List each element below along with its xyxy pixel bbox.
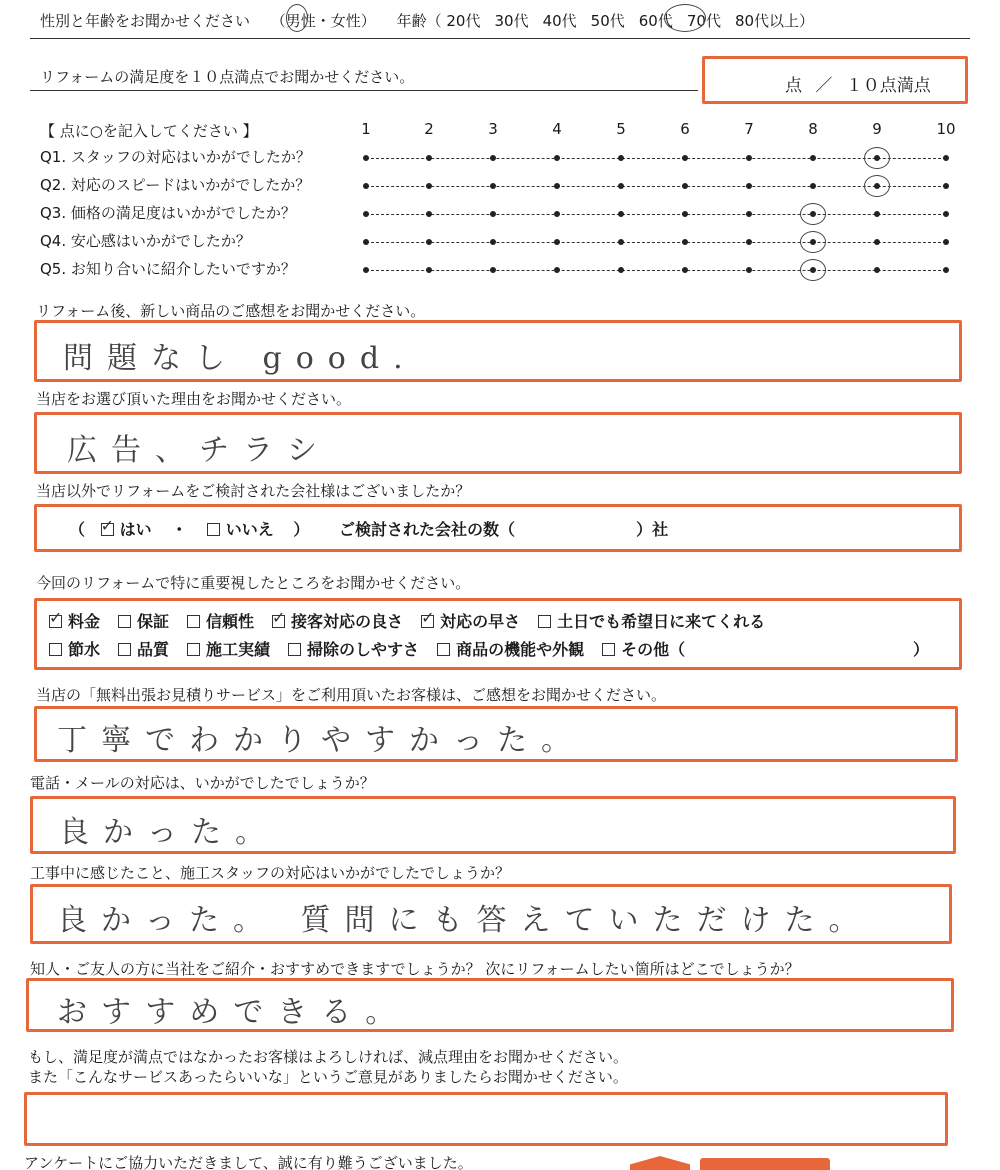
- priority-option[interactable]: [49, 612, 100, 631]
- priorities-row-1: [49, 609, 783, 632]
- age-option[interactable]: 80代以上）: [734, 12, 815, 30]
- rating-dot[interactable]: [490, 239, 496, 245]
- rating-dot[interactable]: [874, 267, 880, 273]
- question-label: Q2. 対応のスピードはいかがでしたか？: [40, 176, 311, 194]
- deduction-label-2: また「こんなサービスあったらいいな」というご意見がありましたらお聞かせください。: [28, 1068, 628, 1086]
- rating-dot[interactable]: [746, 155, 752, 161]
- rating-dot[interactable]: [874, 211, 880, 217]
- scale-number: 4: [552, 120, 562, 138]
- rating-dot[interactable]: [618, 183, 624, 189]
- question-label: Q4. 安心感はいかがでしたか？: [40, 232, 251, 250]
- priority-option[interactable]: [187, 612, 254, 631]
- priority-checkbox[interactable]: [272, 615, 285, 628]
- rating-dot[interactable]: [490, 267, 496, 273]
- impression-label: リフォーム後、新しい商品のご感想をお聞かせください。: [36, 302, 426, 320]
- rating-dot[interactable]: [682, 183, 688, 189]
- rating-dot[interactable]: [874, 239, 880, 245]
- construction-answer: 良かった。 質問にも答えていただけた。: [57, 903, 873, 938]
- rating-dot[interactable]: [490, 211, 496, 217]
- rating-dot[interactable]: [554, 239, 560, 245]
- scale-number: 10: [936, 120, 956, 138]
- rating-dot[interactable]: [746, 239, 752, 245]
- rating-dot[interactable]: [363, 211, 369, 217]
- priorities-box: [34, 598, 962, 670]
- rating-dot[interactable]: [426, 155, 432, 161]
- company-count-label: ご検討された会社の数（: [338, 520, 515, 539]
- age-60-circle: [664, 4, 706, 32]
- priority-checkbox[interactable]: [538, 615, 551, 628]
- rating-dot[interactable]: [554, 155, 560, 161]
- rating-dot[interactable]: [682, 239, 688, 245]
- rating-dot[interactable]: [943, 183, 949, 189]
- priority-label: 接客対応の良さ: [291, 612, 404, 631]
- estimate-service-answer-box[interactable]: [34, 706, 958, 762]
- rating-dot[interactable]: [810, 183, 816, 189]
- age-option[interactable]: 40代: [542, 12, 577, 30]
- rating-dot[interactable]: [363, 239, 369, 245]
- rating-dot[interactable]: [554, 211, 560, 217]
- age-options: [446, 12, 828, 30]
- referral-answer: おすすめできる。: [57, 995, 410, 1030]
- yes-label: はい: [119, 520, 152, 539]
- selected-rating-circle: [800, 231, 826, 253]
- scale-number: 3: [488, 120, 498, 138]
- rating-dot[interactable]: [618, 239, 624, 245]
- no-checkbox[interactable]: [207, 523, 220, 536]
- priority-checkbox[interactable]: [421, 615, 434, 628]
- priority-checkbox[interactable]: [187, 615, 200, 628]
- phone-mail-label: 電話・メールの対応は、いかがでしたでしょうか？: [30, 774, 375, 792]
- selected-rating-circle: [800, 203, 826, 225]
- priority-option[interactable]: [118, 640, 169, 659]
- yes-checkbox[interactable]: [101, 523, 114, 536]
- priority-checkbox[interactable]: [602, 643, 615, 656]
- priority-option[interactable]: [288, 640, 419, 659]
- rating-dot[interactable]: [426, 183, 432, 189]
- rating-dot[interactable]: [682, 267, 688, 273]
- priority-checkbox[interactable]: [49, 615, 62, 628]
- priorities-row-2: [49, 637, 703, 660]
- deduction-label-1: もし、満足度が満点ではなかったお客様はよろしければ、減点理由をお聞かせください。: [28, 1048, 629, 1066]
- rating-dot[interactable]: [426, 211, 432, 217]
- estimate-service-answer: 丁寧でわかりやすかった。: [57, 723, 585, 758]
- rating-dot[interactable]: [554, 183, 560, 189]
- rating-dot[interactable]: [618, 267, 624, 273]
- rating-dot[interactable]: [943, 239, 949, 245]
- age-option[interactable]: 70代: [686, 12, 721, 30]
- construction-label: 工事中に感じたこと、施工スタッフの対応はいかがでしたでしょうか？: [30, 864, 511, 882]
- age-option[interactable]: 60代: [638, 12, 673, 30]
- no-label: いいえ: [225, 520, 274, 539]
- rating-dot[interactable]: [490, 155, 496, 161]
- other-companies-box: [34, 504, 962, 552]
- priority-option[interactable]: [421, 612, 520, 631]
- age-option[interactable]: 50代: [590, 12, 625, 30]
- priority-label: 施工実績: [206, 640, 271, 659]
- rating-dot[interactable]: [682, 155, 688, 161]
- priority-checkbox[interactable]: [288, 643, 301, 656]
- priority-label: 節水: [68, 640, 101, 659]
- rating-line: [366, 186, 946, 187]
- priority-label: 信頼性: [206, 612, 255, 631]
- gender-age-row: [40, 10, 828, 31]
- priority-label: 掃除のしやすさ: [307, 640, 420, 659]
- priority-label: その他（: [621, 640, 686, 659]
- company-count-suffix: ）社: [636, 520, 669, 539]
- estimate-service-label: 当店の「無料出張お見積りサービス」をご利用頂いたお客様は、ご感想をお聞かせください。: [36, 686, 667, 704]
- scale-number: 5: [616, 120, 626, 138]
- gender-male-circle: [286, 4, 308, 32]
- referral-label: 知人・ご友人の方に当社をご紹介・おすすめできますでしょうか？ 次にリフォームしたい箇所はどこでしょうか？: [30, 960, 800, 978]
- priority-checkbox[interactable]: [49, 643, 62, 656]
- separator-dot: ・: [171, 520, 188, 539]
- priority-option[interactable]: [602, 640, 685, 659]
- rating-dot[interactable]: [426, 267, 432, 273]
- rating-dot[interactable]: [426, 239, 432, 245]
- rating-dot[interactable]: [618, 155, 624, 161]
- impression-answer: 問題なし good.: [63, 341, 417, 376]
- age-label: 年齢（: [396, 12, 442, 30]
- rating-line: [366, 158, 946, 159]
- reason-answer-box[interactable]: [34, 412, 962, 474]
- paren-open: （: [69, 520, 86, 539]
- priority-checkbox[interactable]: [118, 615, 131, 628]
- construction-answer-box[interactable]: [30, 884, 952, 944]
- rating-dot[interactable]: [746, 267, 752, 273]
- brand-logo-mark: [700, 1158, 830, 1170]
- scale-number: 2: [424, 120, 434, 138]
- scale-number: 6: [680, 120, 690, 138]
- priorities-row2-close: ）: [913, 640, 930, 659]
- rating-line: [366, 242, 946, 243]
- other-companies-label: 当店以外でリフォームをご検討された会社様はございましたか？: [36, 482, 471, 500]
- satisfaction-label: リフォームの満足度を１０点満点でお聞かせください。: [40, 68, 415, 86]
- question-label: Q1. スタッフの対応はいかがでしたか？: [40, 148, 311, 166]
- house-logo-icon: [630, 1156, 690, 1170]
- rating-dot[interactable]: [490, 183, 496, 189]
- yes-option[interactable]: [101, 520, 152, 539]
- satisfaction-underline: [30, 90, 698, 91]
- rating-line: [366, 214, 946, 215]
- satisfaction-score-text: 点 ／ １０点満点: [785, 76, 931, 96]
- question-label: Q3. 価格の満足度はいかがでしたか？: [40, 204, 296, 222]
- rating-dot[interactable]: [363, 267, 369, 273]
- priority-label: 保証: [137, 612, 170, 631]
- priority-option[interactable]: [538, 612, 765, 631]
- footer-thanks: アンケートにご協力いただきまして、誠に有り難うございました。: [24, 1154, 473, 1170]
- priority-label: 商品の機能や外観: [456, 640, 585, 659]
- scale-number: 1: [361, 120, 371, 138]
- rating-dot[interactable]: [682, 211, 688, 217]
- rating-line: [366, 270, 946, 271]
- scale-number: 8: [808, 120, 818, 138]
- priority-option[interactable]: [272, 612, 403, 631]
- rating-dot[interactable]: [554, 267, 560, 273]
- other-companies-options: [69, 517, 668, 540]
- age-option[interactable]: 20代: [446, 12, 481, 30]
- question-label: Q5. お知り合いに紹介したいですか？: [40, 260, 296, 278]
- referral-answer-box[interactable]: [26, 978, 954, 1032]
- gender-options: （男性・女性）: [270, 12, 376, 30]
- reason-label: 当店をお選び頂いた理由をお聞かせください。: [36, 390, 352, 408]
- deduction-answer-box[interactable]: [24, 1092, 948, 1146]
- phone-mail-answer-box[interactable]: [30, 796, 956, 854]
- priority-label: 土日でも希望日に来てくれる: [557, 612, 766, 631]
- rating-dot[interactable]: [746, 183, 752, 189]
- paren-close: ）: [293, 520, 310, 539]
- priority-label: 品質: [137, 640, 170, 659]
- phone-mail-answer: 良かった。: [59, 815, 279, 850]
- rating-dot[interactable]: [618, 211, 624, 217]
- satisfaction-score-box[interactable]: [702, 56, 968, 104]
- scale-number: 7: [744, 120, 754, 138]
- priority-label: 対応の早さ: [440, 612, 521, 631]
- priority-label: 料金: [68, 612, 101, 631]
- rating-dot[interactable]: [943, 267, 949, 273]
- priority-checkbox[interactable]: [437, 643, 450, 656]
- selected-rating-circle: [864, 147, 890, 169]
- selected-rating-circle: [864, 175, 890, 197]
- impression-answer-box[interactable]: [34, 320, 962, 382]
- rating-dot[interactable]: [943, 155, 949, 161]
- priority-option[interactable]: [118, 612, 169, 631]
- gender-age-label: 性別と年齢をお聞かせください: [40, 12, 251, 30]
- reason-answer: 広告、チラシ: [67, 433, 331, 468]
- scale-number: 9: [872, 120, 882, 138]
- priority-checkbox[interactable]: [187, 643, 200, 656]
- priority-checkbox[interactable]: [118, 643, 131, 656]
- rating-dot[interactable]: [943, 211, 949, 217]
- rating-dot[interactable]: [363, 183, 369, 189]
- priority-option[interactable]: [437, 640, 584, 659]
- priority-option[interactable]: [187, 640, 270, 659]
- age-option[interactable]: 30代: [494, 12, 529, 30]
- divider: [30, 38, 970, 39]
- rating-dot[interactable]: [746, 211, 752, 217]
- rating-dot[interactable]: [810, 155, 816, 161]
- selected-rating-circle: [800, 259, 826, 281]
- rating-dot[interactable]: [363, 155, 369, 161]
- priority-option[interactable]: [49, 640, 100, 659]
- ratings-instruction: 【 点に○を記入してください 】: [40, 122, 258, 140]
- priorities-label: 今回のリフォームで特に重要視したところをお聞かせください。: [36, 574, 471, 592]
- no-option[interactable]: [207, 520, 274, 539]
